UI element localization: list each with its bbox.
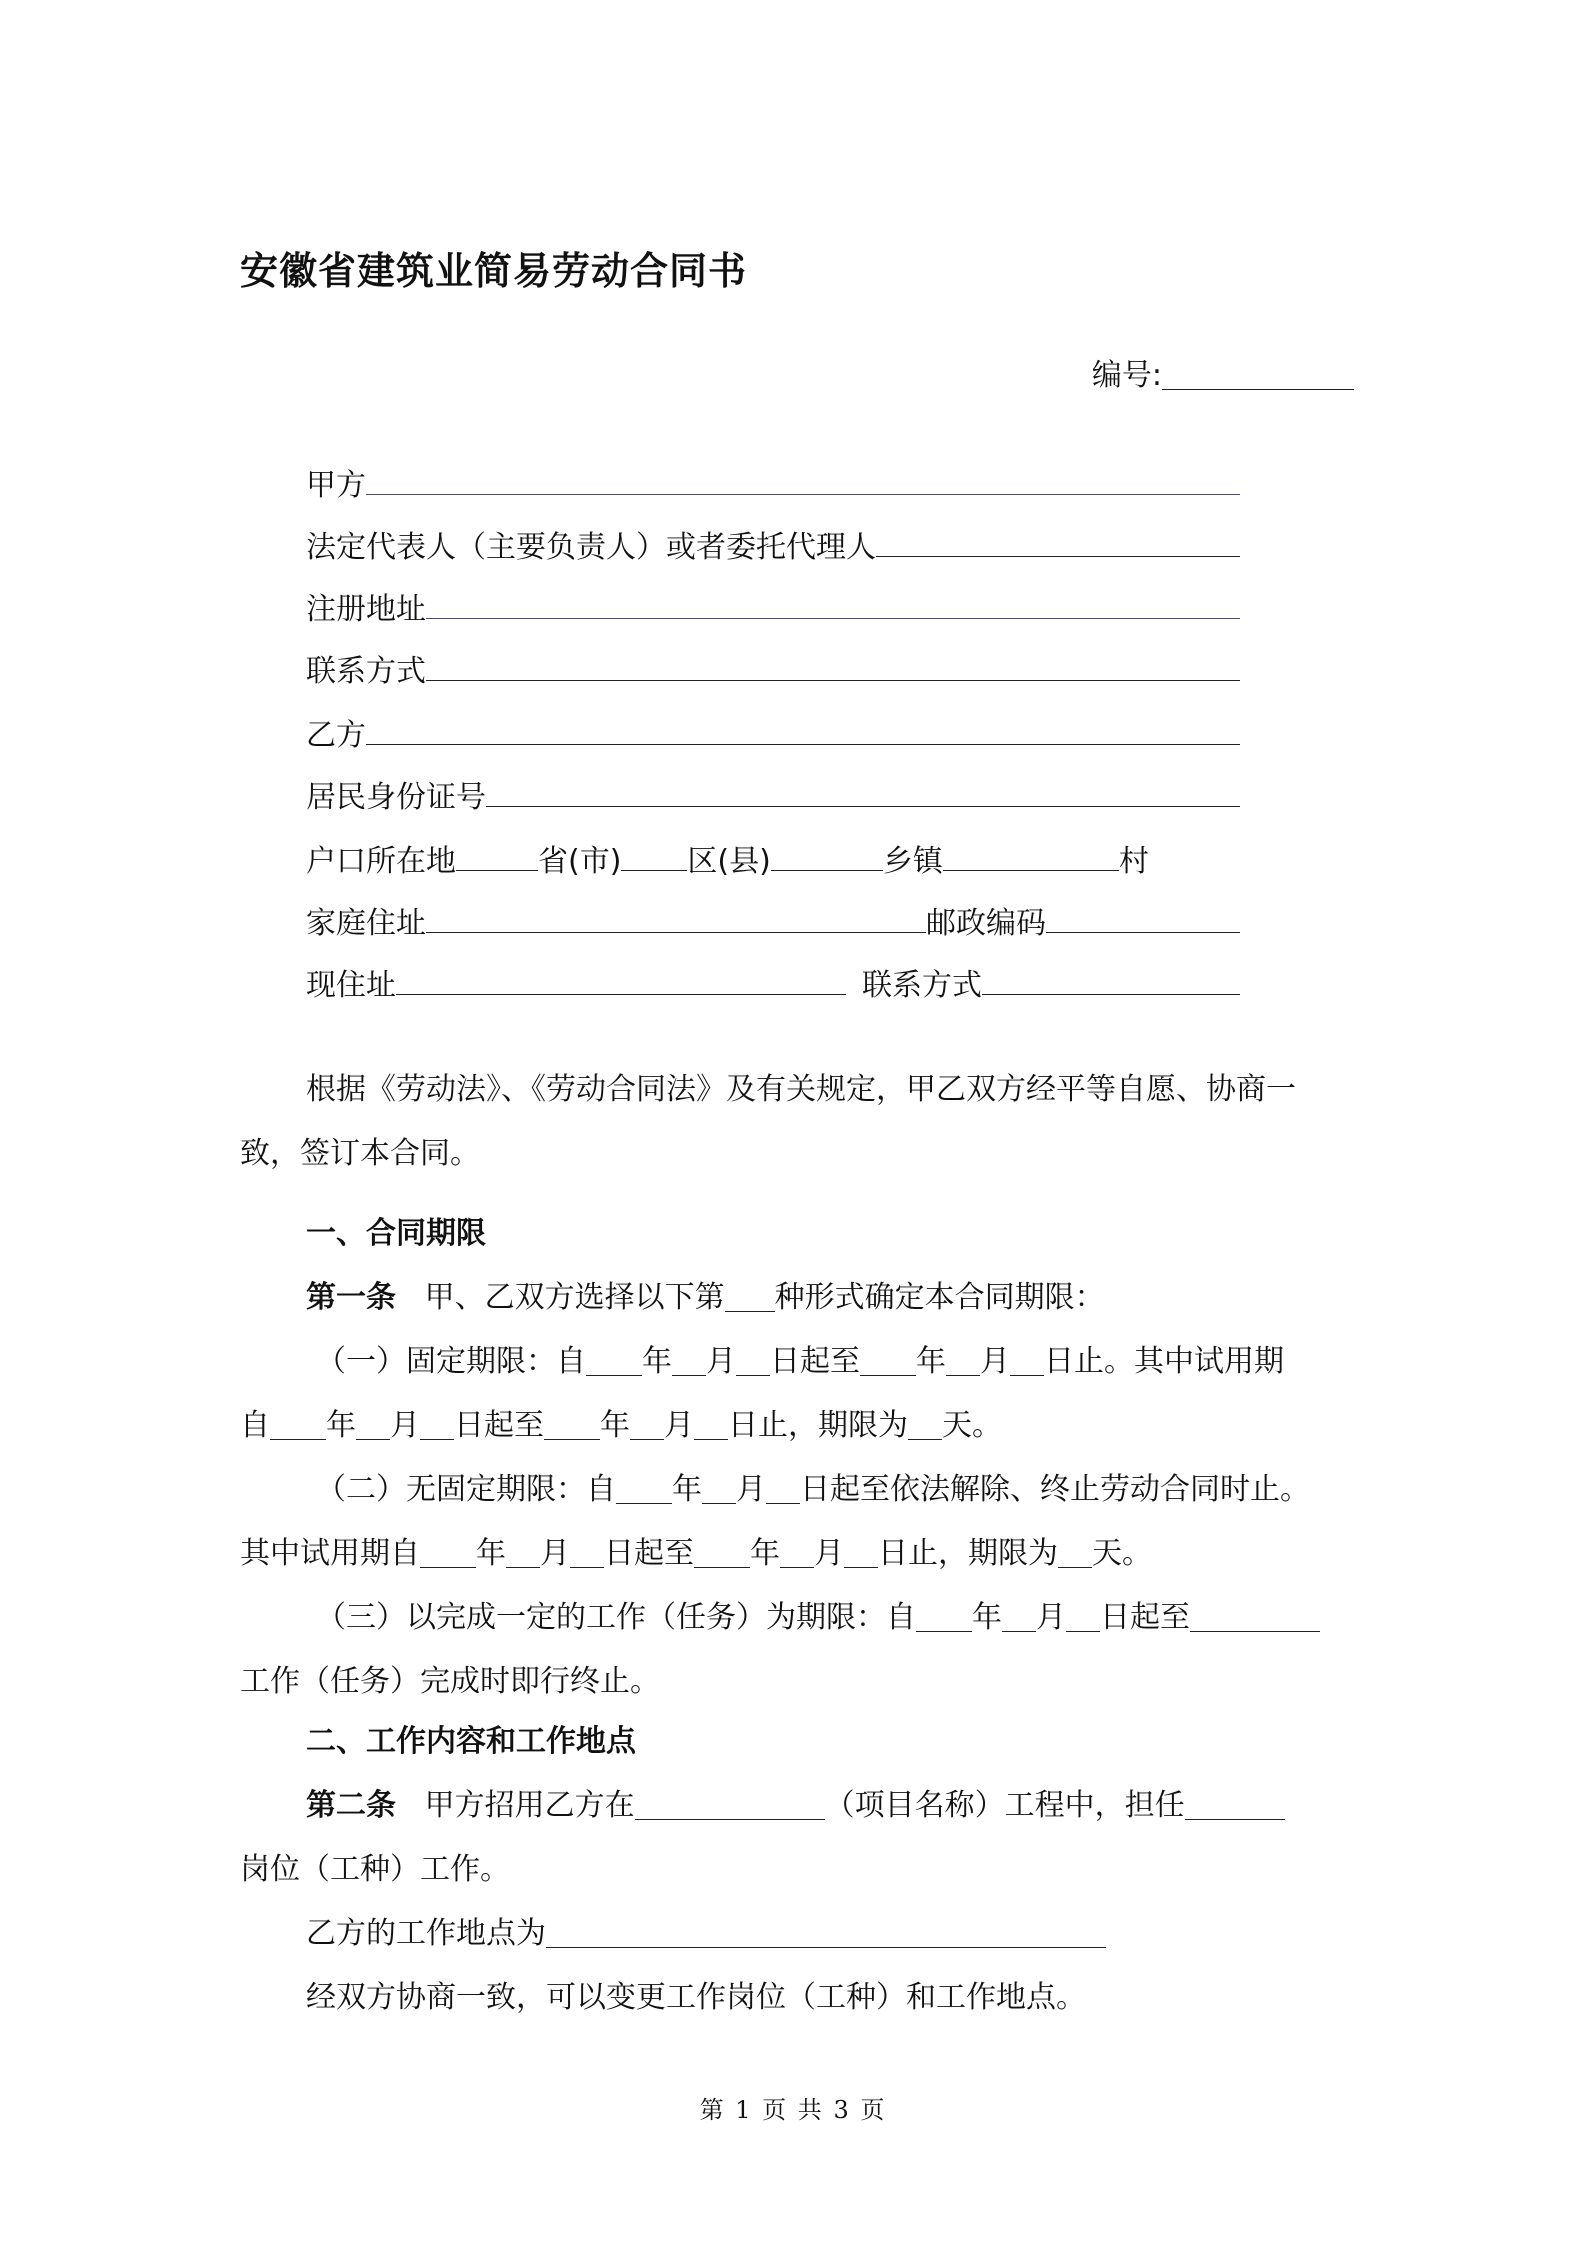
page-footer: 第 1 页 共 3 页 [699, 2096, 887, 2124]
village-blank[interactable] [943, 838, 1119, 871]
party-a-rep-blank[interactable] [876, 524, 1240, 557]
open-probation-start-year-blank[interactable] [420, 1536, 476, 1569]
district-blank[interactable] [621, 838, 687, 871]
year-label: 年 [642, 1344, 672, 1379]
term-form-blank[interactable] [725, 1280, 775, 1313]
party-a-name-row [306, 462, 1240, 506]
probation-end-year-blank[interactable] [544, 1408, 600, 1441]
party-a-contact-blank[interactable] [426, 648, 1240, 681]
article-1 [240, 1266, 1348, 1330]
open-term-line-2 [240, 1522, 1348, 1586]
open-start-day-blank[interactable] [766, 1472, 800, 1505]
fixed-term-line-2 [240, 1394, 1348, 1458]
task-term-label: （三）以完成一定的工作（任务）为期限：自 [316, 1600, 916, 1635]
open-start-month-blank[interactable] [702, 1472, 736, 1505]
open-probation-label: 其中试用期自 [240, 1536, 420, 1571]
home-address-blank[interactable] [426, 900, 926, 933]
day-from-label: 日起至 [1100, 1600, 1190, 1635]
day-end-label: 日止，期限为 [878, 1536, 1058, 1571]
open-probation-start-day-blank[interactable] [570, 1536, 604, 1569]
day-unit-label: 天。 [1092, 1536, 1152, 1571]
year-label: 年 [672, 1472, 702, 1507]
article-2 [240, 1774, 1348, 1838]
probation-start-year-blank[interactable] [270, 1408, 326, 1441]
year-label: 年 [916, 1344, 946, 1379]
party-a-contact-label: 联系方式 [306, 653, 426, 689]
article-2-label: 第二条 [306, 1788, 396, 1823]
section-1 [240, 1202, 1348, 1714]
task-term-line-1 [240, 1586, 1348, 1650]
current-address-label: 现住址 [306, 967, 396, 1003]
change-clause: 经双方协商一致，可以变更工作岗位（工种）和工作地点。 [306, 1980, 1086, 2015]
town-blank[interactable] [771, 838, 883, 871]
party-b-contact-label: 联系方式 [862, 967, 982, 1003]
district-label: 区(县) [687, 843, 771, 879]
month-label: 月 [664, 1408, 694, 1443]
month-label: 月 [390, 1408, 420, 1443]
serial-number-field [1092, 350, 1354, 394]
year-label: 年 [326, 1408, 356, 1443]
work-place-line [240, 1902, 1348, 1966]
fixed-start-year-blank[interactable] [586, 1344, 642, 1377]
open-term-line-1 [240, 1458, 1348, 1522]
probation-end-day-blank[interactable] [694, 1408, 728, 1441]
probation-end-month-blank[interactable] [630, 1408, 664, 1441]
year-label: 年 [750, 1536, 780, 1571]
fixed-start-month-blank[interactable] [672, 1344, 706, 1377]
day-from-label: 日起至 [770, 1344, 860, 1379]
party-a-contact-row [306, 648, 1240, 692]
intro-line-2: 致，签订本合同。 [240, 1136, 480, 1171]
probation-days-blank[interactable] [908, 1408, 942, 1441]
party-a-address-label: 注册地址 [306, 591, 426, 627]
from-label: 自 [240, 1408, 270, 1443]
serial-label: 编号: [1091, 358, 1162, 393]
task-start-month-blank[interactable] [1002, 1600, 1036, 1633]
day-unit-label: 天。 [942, 1408, 1002, 1443]
party-b-id-label: 居民身份证号 [306, 779, 486, 815]
open-term-text: 日起至依法解除、终止劳动合同时止。 [800, 1472, 1310, 1507]
open-probation-end-day-blank[interactable] [844, 1536, 878, 1569]
section-2 [240, 1710, 1348, 2030]
party-a-name-blank[interactable] [366, 462, 1240, 495]
year-label: 年 [476, 1536, 506, 1571]
intro-paragraph [240, 1058, 1348, 1186]
open-start-year-blank[interactable] [616, 1472, 672, 1505]
probation-start-day-blank[interactable] [420, 1408, 454, 1441]
party-a-label: 甲方 [306, 467, 366, 503]
open-probation-days-blank[interactable] [1058, 1536, 1092, 1569]
fixed-term-label: （一）固定期限：自 [316, 1344, 586, 1379]
party-a-address-row [306, 586, 1240, 630]
position-blank[interactable] [1185, 1788, 1285, 1821]
party-a-rep-label: 法定代表人（主要负责人）或者委托代理人 [306, 529, 876, 565]
work-place-label: 乙方的工作地点为 [306, 1916, 546, 1951]
province-blank[interactable] [456, 838, 538, 871]
party-b-home-row [306, 900, 1240, 944]
month-label: 月 [540, 1536, 570, 1571]
party-b-contact-blank[interactable] [982, 962, 1240, 995]
month-label: 月 [1036, 1600, 1066, 1635]
party-b-name-row [306, 712, 1240, 756]
article-2-line-2: 岗位（工种）工作。 [240, 1852, 510, 1887]
project-name-blank[interactable] [635, 1788, 825, 1821]
month-label: 月 [980, 1344, 1010, 1379]
party-b-label: 乙方 [306, 717, 366, 753]
party-b-name-blank[interactable] [366, 712, 1240, 745]
section-1-heading: 一、合同期限 [306, 1216, 486, 1251]
current-address-blank[interactable] [396, 962, 846, 995]
day-end-label: 日止，期限为 [728, 1408, 908, 1443]
town-label: 乡镇 [882, 843, 943, 879]
party-a-rep-row [306, 524, 1240, 568]
probation-start-month-blank[interactable] [356, 1408, 390, 1441]
article-1-text-a: 甲、乙双方选择以下第 [424, 1280, 725, 1315]
open-probation-end-month-blank[interactable] [780, 1536, 814, 1569]
fixed-end-year-blank[interactable] [860, 1344, 916, 1377]
party-a-address-blank[interactable] [426, 586, 1240, 619]
day-from-label: 日起至 [604, 1536, 694, 1571]
postcode-label: 邮政编码 [926, 905, 1046, 941]
fixed-start-day-blank[interactable] [736, 1344, 770, 1377]
task-start-day-blank[interactable] [1066, 1600, 1100, 1633]
article-2-text-a: 甲方招用乙方在 [424, 1788, 635, 1823]
task-term-line-2: 工作（任务）完成时即行终止。 [240, 1664, 660, 1699]
party-b-current-row [306, 962, 1240, 1006]
village-label: 村 [1118, 843, 1149, 879]
month-label: 月 [736, 1472, 766, 1507]
section-2-heading: 二、工作内容和工作地点 [306, 1724, 636, 1759]
task-start-year-blank[interactable] [916, 1600, 972, 1633]
intro-line-1: 根据《劳动法》、《劳动合同法》及有关规定，甲乙双方经平等自愿、协商一 [306, 1072, 1296, 1107]
fixed-term-line-1 [240, 1330, 1348, 1394]
year-label: 年 [600, 1408, 630, 1443]
article-1-text-b: 种形式确定本合同期限： [774, 1280, 1105, 1315]
postcode-blank[interactable] [1046, 900, 1240, 933]
document-title: 安徽省建筑业简易劳动合同书 [240, 249, 748, 293]
day-end-label: 日止。其中试用期 [1044, 1344, 1284, 1379]
day-from-label: 日起至 [454, 1408, 544, 1443]
party-b-id-row [306, 774, 1240, 818]
month-label: 月 [814, 1536, 844, 1571]
province-label: 省(市) [538, 843, 622, 879]
month-label: 月 [706, 1344, 736, 1379]
article-2-text-b: （项目名称）工程中，担任 [824, 1788, 1185, 1823]
open-probation-start-month-blank[interactable] [506, 1536, 540, 1569]
serial-blank[interactable] [1162, 358, 1354, 391]
year-label: 年 [972, 1600, 1002, 1635]
task-end-blank[interactable] [1190, 1600, 1320, 1633]
fixed-end-month-blank[interactable] [946, 1344, 980, 1377]
hukou-label: 户口所在地 [306, 843, 456, 879]
fixed-end-day-blank[interactable] [1010, 1344, 1044, 1377]
work-place-blank[interactable] [546, 1916, 1106, 1949]
party-b-id-blank[interactable] [486, 774, 1240, 807]
home-address-label: 家庭住址 [306, 905, 426, 941]
article-1-label: 第一条 [306, 1280, 396, 1315]
party-b-hukou-row [306, 838, 1240, 882]
open-term-label: （二）无固定期限：自 [316, 1472, 616, 1507]
open-probation-end-year-blank[interactable] [694, 1536, 750, 1569]
